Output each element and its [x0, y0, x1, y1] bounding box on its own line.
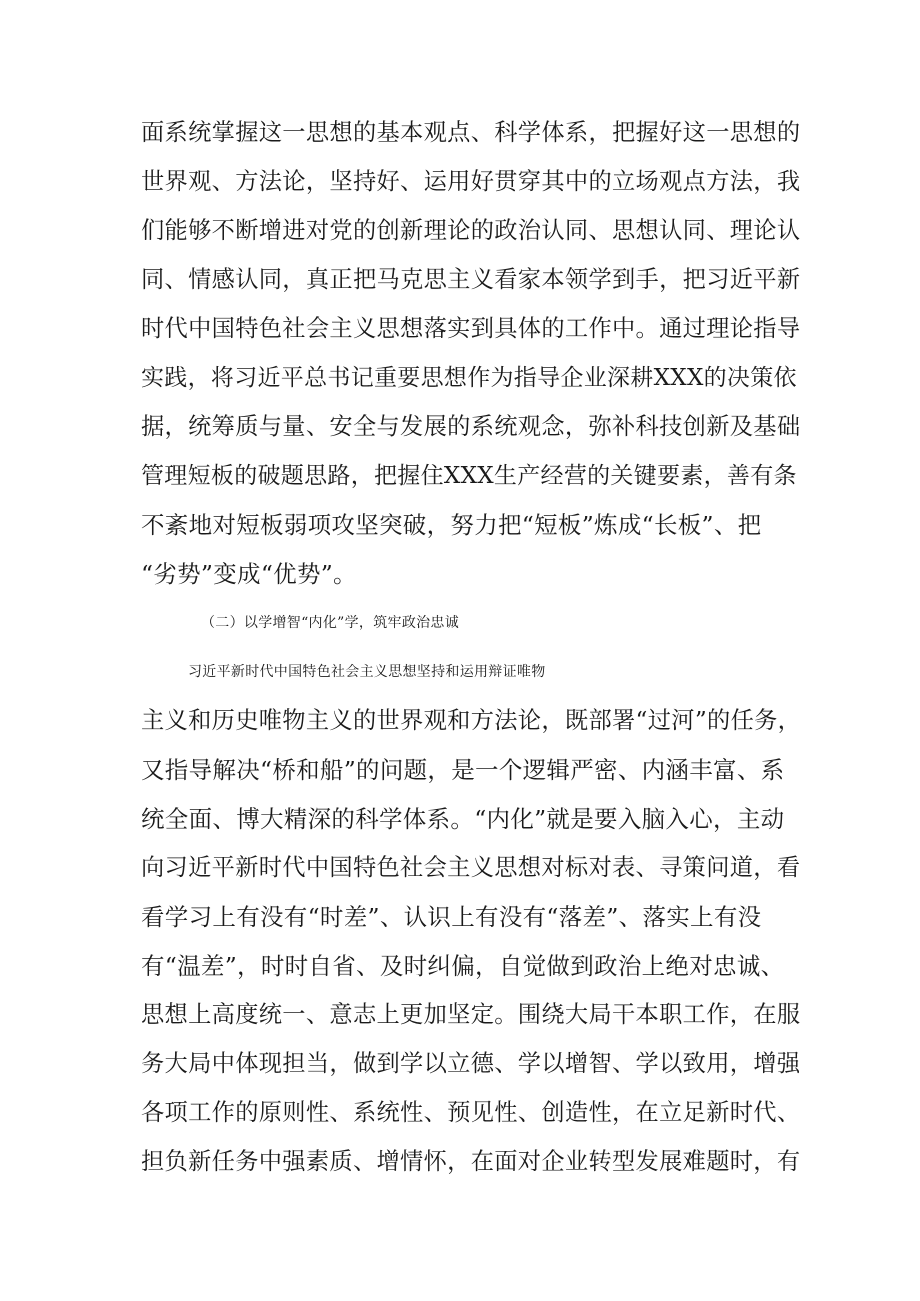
text-line: 又指导解决“桥和船”的问题，是一个逻辑严密、内涵丰富、系	[141, 756, 785, 784]
text-line: 习近平新时代中国特色社会主义思想坚持和运用辩证唯物	[188, 664, 546, 680]
text-line: 管理短板的破题思路，把握住XXX生产经营的关键要素，善有条	[141, 463, 797, 489]
section-heading: （二）以学增智“内化”学，筑牢政治忠诚	[201, 615, 460, 631]
text-line: 世界观、方法论，坚持好、运用好贯穿其中的立场观点方法，我	[141, 168, 801, 195]
text-line: 务大局中体现担当，做到学以立德、学以增智、学以致用，增强	[141, 1050, 801, 1077]
text-line: 各项工作的原则性、系统性、预见性、创造性，在立足新时代、	[141, 1099, 801, 1126]
text-line: 有“温差”，时时自省、及时纠偏，自觉做到政治上绝对忠诚、	[141, 952, 785, 980]
text-line: 向习近平新时代中国特色社会主义思想对标对表、寻策问道，看	[141, 854, 801, 881]
text-line: 们能够不断增进对党的创新理论的政治认同、思想认同、理论认	[141, 217, 801, 244]
text-line: 不紊地对短板弱项攻坚突破，努力把“短板”炼成“长板”、把	[141, 511, 762, 539]
text-line: “劣势”变成“优势”。	[141, 560, 357, 588]
text-line: 主义和历史唯物主义的世界观和方法论，既部署“过河”的任务，	[141, 707, 802, 734]
text-line: 据，统筹质与量、安全与发展的系统观念，弥补科技创新及基础	[141, 413, 801, 440]
text-line: 时代中国特色社会主义思想落实到具体的工作中。通过理论指导	[141, 315, 801, 342]
text-line: 面系统掌握这一思想的基本观点、科学体系，把握好这一思想的	[141, 119, 801, 146]
text-line: 同、情感认同，真正把马克思主义看家本领学到手，把习近平新	[141, 266, 801, 293]
text-line: 看学习上有没有“时差”、认识上有没有“落差”、落实上有没	[141, 903, 762, 931]
text-line: 实践，将习近平总书记重要思想作为指导企业深耕XXX的决策依	[141, 365, 797, 391]
text-line: 思想上高度统一、意志上更加坚定。围绕大局干本职工作，在服	[141, 1001, 801, 1028]
text-line: 统全面、博大精深的科学体系。“内化”就是要入脑入心，主动	[141, 805, 785, 833]
text-line: 担负新任务中强素质、增情怀，在面对企业转型发展难题时，有	[141, 1148, 801, 1175]
